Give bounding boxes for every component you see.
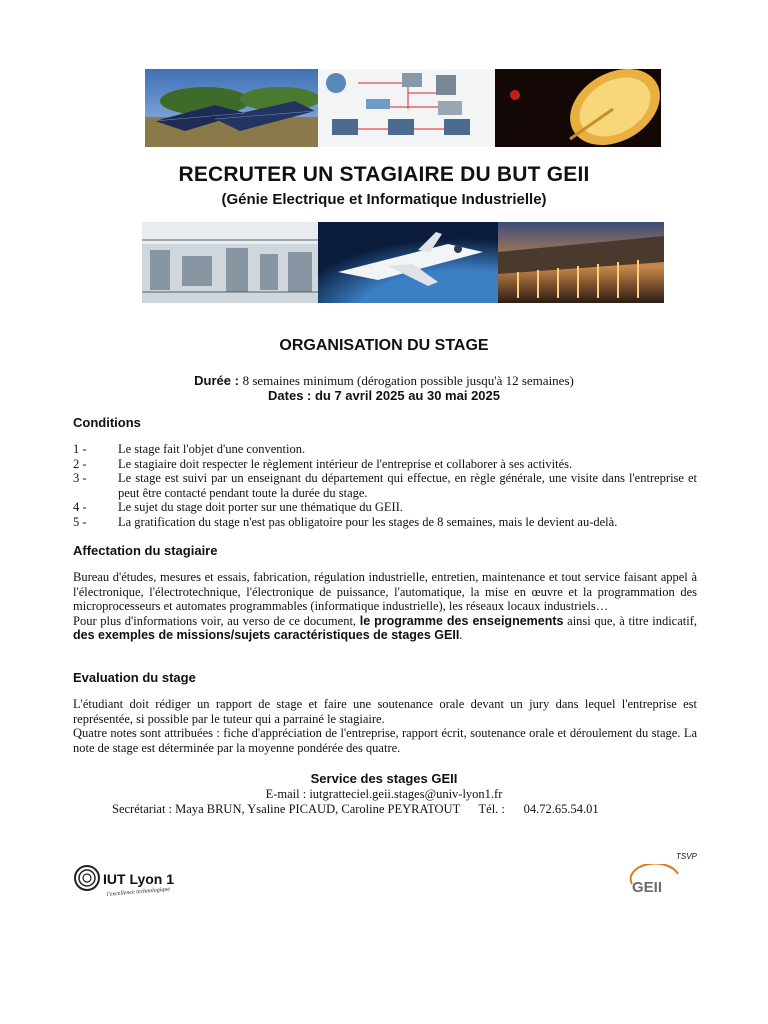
- spaceplane-image: [318, 222, 498, 303]
- affectation-paragraph: [73, 570, 697, 643]
- list-item: [73, 442, 697, 457]
- duration-line: [0, 373, 768, 389]
- dates-line: Dates : du 7 avril 2025 au 30 mai 2025: [268, 388, 500, 403]
- network-diagram-image: [318, 69, 495, 147]
- list-item: [73, 515, 697, 530]
- bottom-image-row: [142, 222, 664, 303]
- list-item-text: Le stage fait l'objet d'une convention.: [118, 442, 306, 456]
- conditions-heading: Conditions: [73, 415, 141, 430]
- affectation-more-end: .: [459, 628, 463, 643]
- page-title: RECRUTER UN STAGIAIRE DU BUT GEII: [178, 163, 590, 186]
- list-item-text: Le sujet du stage doit porter sur une thématique du GEII.: [118, 500, 403, 515]
- duration-value: 8 semaines minimum (dérogation possible jusqu'à 12 semaines): [242, 373, 574, 388]
- footer-email: E-mail : iutgratteciel.geii.stages@univ-lyon1.fr: [265, 787, 503, 801]
- footer-secretariat: Secrétariat : Maya BRUN, Ysaline PICAUD, Caroline PEYRATOUT Tél. : 04.72.65.54.01: [112, 802, 599, 816]
- list-item-text: La gratification du stage n'est pas obligatoire pour les stages de 8 semaines, mais le devient au-delà.: [118, 514, 618, 529]
- evaluation-text-1: L'étudiant doit rédiger un rapport de stage et faire une soutenance orale devant un jury dans lequel l'entreprise est représentée, si possible par le tuteur qui a parrainé le stagiaire.: [73, 697, 697, 726]
- list-item-number: 1 -: [73, 442, 87, 456]
- affectation-heading: Affectation du stagiaire: [73, 543, 218, 558]
- list-item-text: Le stagiaire doit respecter le règlement intérieur de l'entreprise et collaborer à ses activités.: [118, 456, 573, 471]
- geii-logo: [626, 864, 688, 904]
- list-item-number: 5 -: [73, 514, 87, 529]
- evaluation-heading: Evaluation du stage: [73, 670, 196, 685]
- section-title: ORGANISATION DU STAGE: [279, 337, 489, 354]
- solar-panels-image: [145, 69, 318, 147]
- list-item-number: 3 -: [73, 471, 87, 486]
- tsvp-note: TSVP: [676, 852, 697, 861]
- affectation-more-mid: ainsi que, à titre indicatif,: [563, 613, 698, 628]
- iut-logo-text: IUT Lyon 1: [103, 871, 175, 887]
- page-subtitle: (Génie Electrique et Informatique Industrielle): [221, 191, 547, 208]
- footer-service: Service des stages GEII: [310, 771, 458, 786]
- conditions-list: [73, 442, 697, 530]
- dam-spillway-image: [498, 222, 664, 303]
- evaluation-text-2: Quatre notes sont attribuées : fiche d'appréciation de l'entreprise, rapport écrit, soutenance orale et déroulement du stage. La note de stage est déterminée par la moyenne pondérée des quatre.: [73, 726, 697, 755]
- list-item: [73, 471, 697, 500]
- geii-logo-text: GEII: [632, 879, 663, 896]
- list-item: [73, 457, 697, 472]
- list-item: [73, 500, 697, 515]
- evaluation-paragraph: [73, 697, 697, 755]
- satellite-dish-image: [495, 69, 661, 147]
- list-item-number: 4 -: [73, 500, 87, 515]
- industrial-workshop-image: [142, 222, 318, 303]
- top-image-row: [145, 69, 661, 147]
- affectation-more-bold1: le programme des enseignements: [359, 613, 564, 628]
- duration-label: Durée :: [194, 373, 239, 388]
- affectation-more-prefix: Pour plus d'informations voir, au verso de ce document,: [73, 613, 360, 628]
- affectation-more-bold2: des exemples de missions/sujets caractéristiques de stages GEII: [73, 628, 460, 643]
- iut-lyon-logo: [73, 862, 188, 902]
- list-item-text: Le stage est suivi par un enseignant du département qui effectue, en règle générale, une visite dans l'entreprise et peut être contacté pendant toute la durée du stage.: [118, 471, 697, 500]
- affectation-text: Bureau d'études, mesures et essais, fabrication, régulation industrielle, entretien, maintenance et tout service faisant appel à l'électronique, l'électrotechnique, l'électronique de puissance, l'automatique, la mise en œuvre et la programmation des microprocesseurs et automates programmables (informatique industrielle), les réseaux locaux industriels…: [73, 570, 697, 614]
- list-item-number: 2 -: [73, 456, 87, 471]
- iut-logo-tagline: l'excellence technologique: [106, 886, 171, 898]
